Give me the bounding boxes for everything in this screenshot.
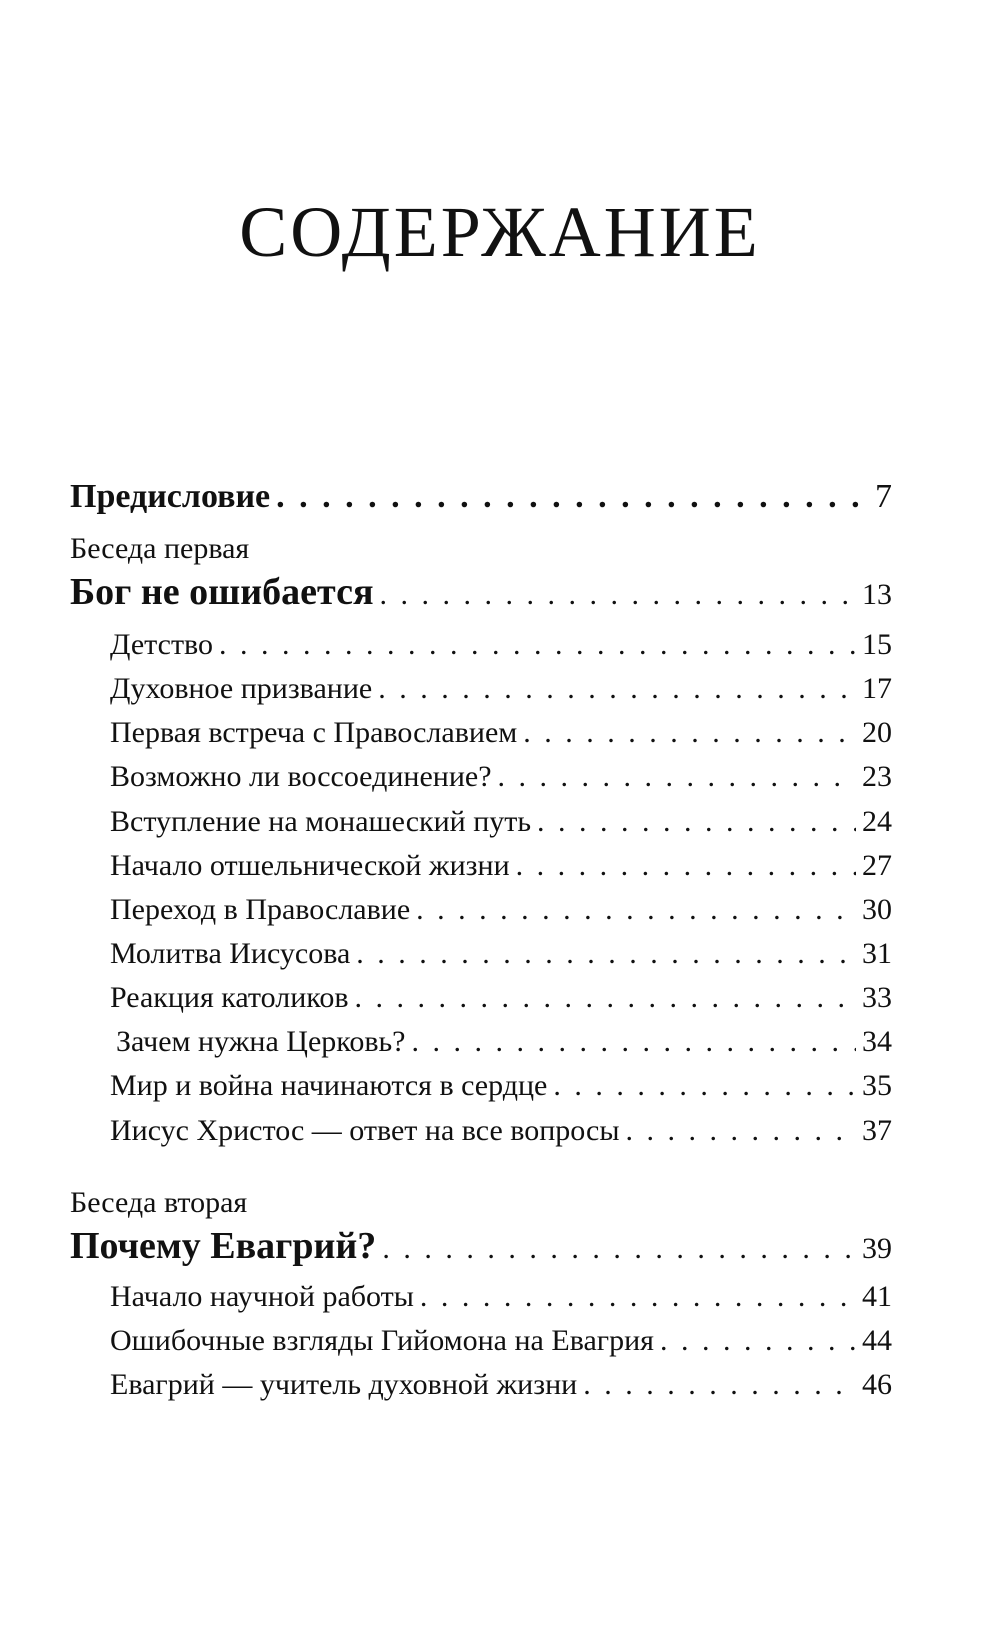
dot-leader bbox=[382, 1232, 856, 1266]
toc-page-number: 24 bbox=[862, 805, 892, 838]
toc-entry-label: Зачем нужна Церковь? bbox=[116, 1025, 406, 1058]
dot-leader bbox=[276, 478, 869, 516]
toc-page-number: 15 bbox=[862, 628, 892, 661]
toc-entry-section[interactable] bbox=[110, 716, 892, 750]
toc-entry-label: Иисус Христос — ответ на все вопросы bbox=[110, 1114, 620, 1147]
toc-entry-section[interactable] bbox=[110, 1069, 892, 1103]
toc-entry-label: Мир и война начинаются в сердце bbox=[110, 1069, 548, 1102]
dot-leader bbox=[516, 849, 856, 883]
toc-page-number: 13 bbox=[862, 578, 892, 611]
dot-leader bbox=[356, 937, 856, 971]
toc-page-number: 23 bbox=[862, 760, 892, 793]
dot-leader bbox=[355, 981, 857, 1015]
toc-entry-chapter[interactable] bbox=[70, 570, 892, 614]
toc-entry-label: Духовное призвание bbox=[110, 672, 373, 705]
toc-page-number: 37 bbox=[862, 1114, 892, 1147]
toc-entry-section[interactable] bbox=[116, 1025, 892, 1059]
conversation-label: Беседа первая bbox=[70, 532, 250, 565]
toc-entry-label: Начало отшельнической жизни bbox=[110, 849, 510, 882]
toc-entry-label: Почему Евагрий? bbox=[70, 1225, 377, 1267]
toc-entry-label: Начало научной работы bbox=[110, 1280, 414, 1313]
dot-leader bbox=[380, 578, 856, 612]
toc-page-number: 44 bbox=[862, 1324, 892, 1357]
toc-entry-section[interactable] bbox=[110, 981, 892, 1015]
toc-entry-section[interactable] bbox=[110, 760, 892, 794]
toc-entry-label: Молитва Иисусова bbox=[110, 937, 351, 970]
toc-entry-label: Бог не ошибается bbox=[70, 571, 374, 613]
toc-entry-section[interactable] bbox=[110, 1280, 892, 1314]
toc-entry-section[interactable] bbox=[110, 672, 892, 706]
dot-leader bbox=[411, 1025, 856, 1059]
page-title: СОДЕРЖАНИЕ bbox=[239, 192, 761, 272]
toc-entry-label: Возможно ли воссоединение? bbox=[110, 760, 492, 793]
toc-entry-label: Евагрий — учитель духовной жизни bbox=[110, 1368, 578, 1401]
toc-page-number: 46 bbox=[862, 1368, 892, 1401]
toc-entry-label: Вступление на монашеский путь bbox=[110, 805, 532, 838]
toc-page-number: 35 bbox=[862, 1069, 892, 1102]
toc-entry-section[interactable] bbox=[110, 937, 892, 971]
dot-leader bbox=[523, 716, 856, 750]
toc-entry-section[interactable] bbox=[110, 628, 892, 662]
toc-page-number: 39 bbox=[862, 1232, 892, 1265]
toc-page-number: 7 bbox=[875, 478, 892, 515]
toc-entry-section[interactable] bbox=[110, 849, 892, 883]
toc-page-number: 41 bbox=[862, 1280, 892, 1313]
toc-entry-label: Первая встреча с Православием bbox=[110, 716, 518, 749]
dot-leader bbox=[378, 672, 856, 706]
toc-entry-label: Переход в Православие bbox=[110, 893, 411, 926]
dot-leader bbox=[416, 893, 856, 927]
toc-page-number: 31 bbox=[862, 937, 892, 970]
toc-page-number: 30 bbox=[862, 893, 892, 926]
toc-entry-chapter[interactable] bbox=[70, 1224, 892, 1268]
toc-entry-label: Предисловие bbox=[70, 478, 271, 515]
dot-leader bbox=[553, 1069, 856, 1103]
toc-page-number: 34 bbox=[862, 1025, 892, 1058]
toc-page-number: 17 bbox=[862, 672, 892, 705]
toc-page-number: 33 bbox=[862, 981, 892, 1014]
toc-entry-label: Ошибочные взгляды Гийомона на Евагрия bbox=[110, 1324, 654, 1357]
dot-leader bbox=[583, 1368, 856, 1402]
dot-leader bbox=[626, 1114, 857, 1148]
toc-entry-section[interactable] bbox=[110, 805, 892, 839]
conversation-label: Беседа вторая bbox=[70, 1186, 248, 1219]
dot-leader bbox=[219, 628, 856, 662]
dot-leader bbox=[537, 805, 856, 839]
toc-page-number: 20 bbox=[862, 716, 892, 749]
toc-entry-section[interactable] bbox=[110, 1324, 892, 1358]
toc-entry-section[interactable] bbox=[110, 1368, 892, 1402]
dot-leader bbox=[420, 1280, 856, 1314]
dot-leader bbox=[660, 1324, 856, 1358]
toc-page-number: 27 bbox=[862, 849, 892, 882]
toc-entry-section[interactable] bbox=[110, 893, 892, 927]
dot-leader bbox=[498, 760, 856, 794]
toc-entry-label: Реакция католиков bbox=[110, 981, 349, 1014]
toc-entry-section[interactable] bbox=[110, 1114, 892, 1148]
toc-entry-label: Детство bbox=[110, 628, 214, 661]
toc-entry-preface[interactable] bbox=[70, 478, 892, 516]
